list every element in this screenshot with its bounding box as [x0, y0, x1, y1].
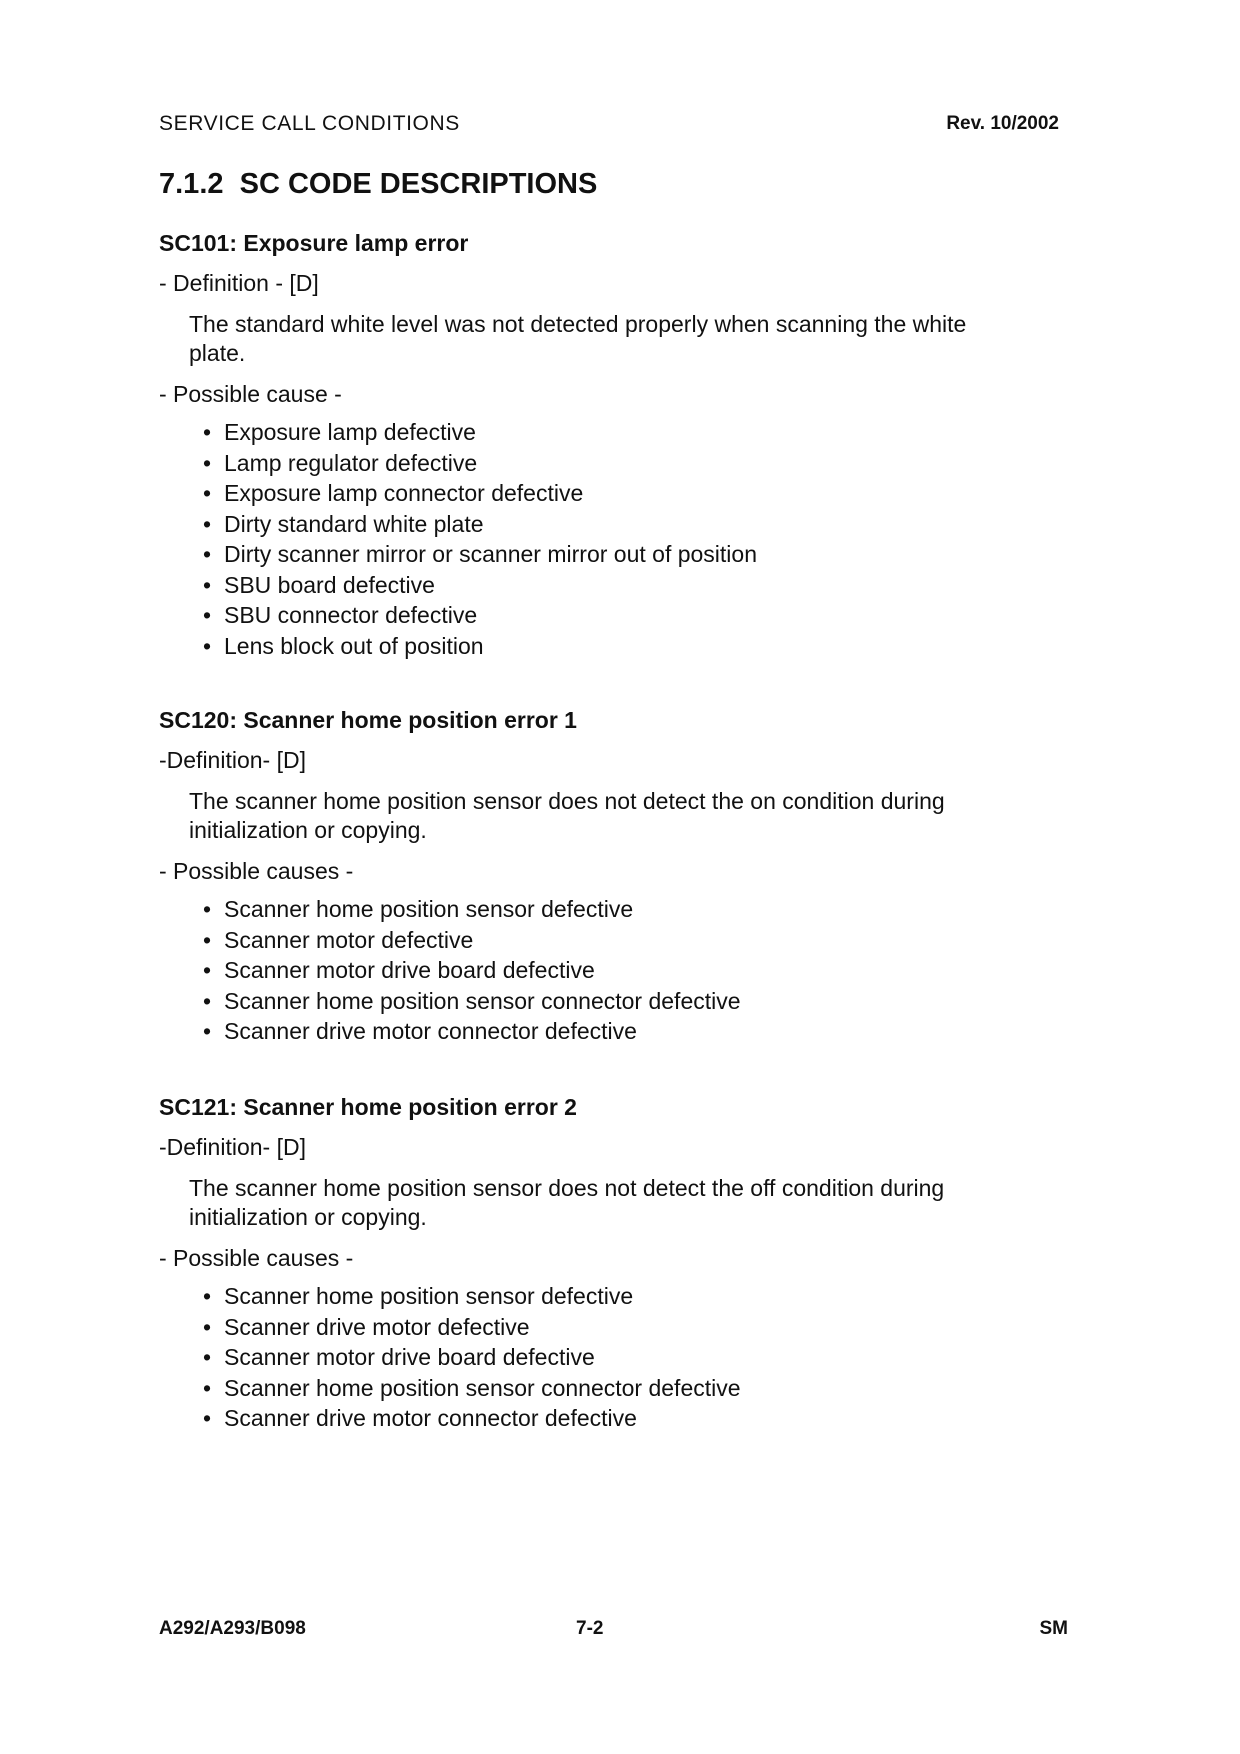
sc120-block	[159, 706, 1059, 1047]
cause-text: Exposure lamp connector defective	[224, 480, 584, 506]
bullet-icon: •	[203, 632, 212, 659]
cause-text: Scanner drive motor connector defective	[224, 1405, 637, 1431]
cause-list-item	[203, 1281, 1059, 1312]
sc120-title: SC120: Scanner home position error 1	[159, 707, 577, 733]
cause-text: Lens block out of position	[224, 632, 484, 659]
sc101-definition-line: The standard white level was not detected properly when scanning the white	[189, 311, 967, 337]
sc101-definition-text	[189, 310, 1069, 368]
bullet-icon: •	[203, 571, 212, 598]
cause-text: Scanner drive motor defective	[224, 1313, 530, 1340]
sc101-causes-list	[203, 417, 1059, 661]
cause-list-item	[203, 478, 1059, 509]
bullet-icon: •	[203, 1283, 212, 1309]
bullet-icon: •	[203, 926, 212, 953]
cause-text: Exposure lamp defective	[224, 419, 476, 445]
cause-list-item	[203, 1312, 1059, 1343]
bullet-icon: •	[203, 510, 212, 537]
bullet-icon: •	[203, 449, 212, 476]
cause-text: Scanner home position sensor connector defective	[224, 987, 741, 1014]
revision-label: Rev. 10/2002	[946, 113, 1059, 134]
cause-text: Scanner home position sensor defective	[224, 1283, 634, 1309]
sc121-definition-text	[189, 1174, 1069, 1232]
running-header-title: SERVICE CALL CONDITIONS	[159, 112, 460, 135]
cause-list-item	[203, 448, 1059, 479]
cause-text: Dirty standard white plate	[224, 510, 484, 537]
sc120-causes-label: - Possible causes -	[159, 858, 354, 884]
bullet-icon: •	[203, 1313, 212, 1340]
cause-list-item	[203, 894, 1059, 925]
cause-text: SBU board defective	[224, 571, 435, 598]
bullet-icon: •	[203, 1344, 212, 1370]
sc101-block	[159, 229, 1059, 661]
sc121-definition-line: initialization or copying.	[189, 1204, 427, 1230]
sc120-definition-text	[189, 787, 1069, 845]
cause-list-item	[203, 986, 1059, 1017]
bullet-icon: •	[203, 419, 212, 445]
cause-list-item	[203, 925, 1059, 956]
cause-text: Scanner motor drive board defective	[224, 957, 595, 983]
sc101-definition-label: - Definition - [D]	[159, 270, 319, 296]
cause-list-item	[203, 1342, 1059, 1373]
bullet-icon: •	[203, 987, 212, 1014]
sc121-causes-label: - Possible causes -	[159, 1245, 354, 1271]
bullet-icon: •	[203, 1374, 212, 1401]
cause-list-item	[203, 1373, 1059, 1404]
cause-list-item	[203, 539, 1059, 570]
cause-list-item	[203, 417, 1059, 448]
sc120-causes-list	[203, 894, 1059, 1047]
sc121-block	[159, 1093, 1059, 1434]
sc121-title: SC121: Scanner home position error 2	[159, 1094, 577, 1120]
sc101-causes-label: - Possible cause -	[159, 381, 342, 407]
cause-text: SBU connector defective	[224, 602, 478, 628]
sc120-definition-line: The scanner home position sensor does not detect the on condition during	[189, 788, 945, 814]
sc120-definition-line: initialization or copying.	[189, 817, 427, 843]
cause-list-item	[203, 955, 1059, 986]
cause-list-item	[203, 1403, 1059, 1434]
cause-list-item	[203, 631, 1059, 662]
section-title: 7.1.2 SC CODE DESCRIPTIONS	[159, 168, 598, 200]
bullet-icon: •	[203, 957, 212, 983]
cause-text: Scanner motor defective	[224, 926, 474, 953]
cause-text: Scanner drive motor connector defective	[224, 1018, 637, 1044]
bullet-icon: •	[203, 480, 212, 506]
cause-list-item	[203, 570, 1059, 601]
sc120-definition-label: -Definition- [D]	[159, 747, 306, 773]
sc121-definition-label: -Definition- [D]	[159, 1134, 306, 1160]
sc101-definition-line: plate.	[189, 340, 246, 366]
bullet-icon: •	[203, 1405, 212, 1431]
footer-model-numbers: A292/A293/B098	[159, 1618, 306, 1639]
cause-text: Scanner home position sensor connector defective	[224, 1374, 741, 1401]
cause-text: Lamp regulator defective	[224, 449, 478, 476]
bullet-icon: •	[203, 896, 212, 922]
cause-text: Scanner home position sensor defective	[224, 896, 634, 922]
bullet-icon: •	[203, 1018, 212, 1044]
bullet-icon: •	[203, 602, 212, 628]
footer-page-number: 7-2	[576, 1618, 604, 1639]
cause-list-item	[203, 509, 1059, 540]
sc101-title: SC101: Exposure lamp error	[159, 230, 469, 256]
footer-manual-code: SM	[1039, 1618, 1068, 1639]
cause-text: Scanner motor drive board defective	[224, 1344, 595, 1370]
cause-text: Dirty scanner mirror or scanner mirror out of position	[224, 541, 757, 567]
cause-list-item	[203, 600, 1059, 631]
sc121-definition-line: The scanner home position sensor does not detect the off condition during	[189, 1175, 945, 1201]
bullet-icon: •	[203, 541, 212, 567]
cause-list-item	[203, 1016, 1059, 1047]
sc121-causes-list	[203, 1281, 1059, 1434]
